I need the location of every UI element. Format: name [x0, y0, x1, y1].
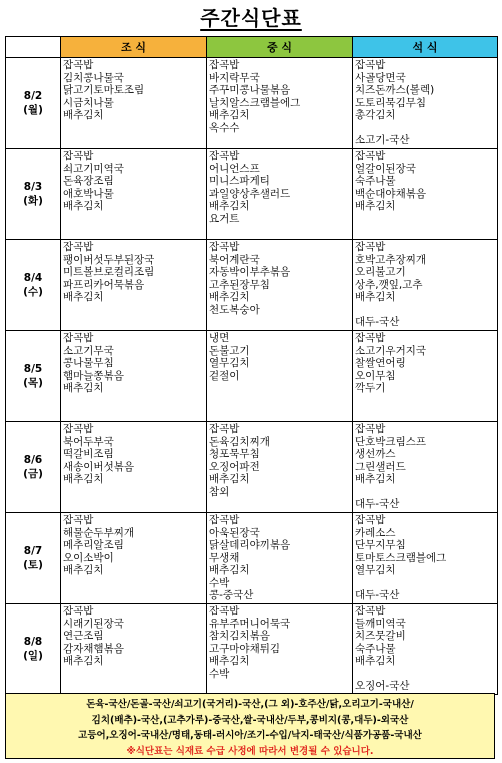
menu-item: 배추김치: [63, 382, 104, 394]
menu-item: 백순대야채볶음: [355, 187, 427, 200]
header-date: [6, 37, 61, 58]
menu-item: 쇠고기미역국: [63, 162, 124, 175]
menu-item: 어니언스프: [209, 162, 260, 175]
menu-item: 배추김치: [209, 200, 250, 212]
day-date-cell: [6, 604, 61, 695]
lunch-cell: [207, 58, 353, 149]
menu-item: 오징어파전: [209, 460, 260, 473]
menu-item: 단호박크림스프: [355, 435, 427, 448]
day-row: [6, 422, 498, 513]
menu-item: 돈육장조림: [63, 175, 114, 187]
menu-item: 단무지무침: [355, 539, 406, 551]
lunch-cell: [207, 513, 353, 604]
menu-item: 잡곡밥: [63, 241, 94, 253]
day-date: 8/7: [23, 545, 43, 557]
menu-item: 잡곡밥: [355, 423, 386, 435]
menu-item: 배추김치: [355, 473, 396, 485]
menu-item: 주꾸미콩나물볶음: [209, 84, 291, 96]
menu-item: 햄마늘쫑볶음: [63, 369, 124, 382]
day-of-week: (화): [23, 195, 43, 207]
day-date-cell: [6, 331, 61, 422]
menu-item: 고추된장무침: [209, 278, 270, 291]
menu-item: 천도복숭아: [209, 303, 260, 316]
menu-item: 치즈뭇갈비: [355, 630, 406, 642]
menu-item: 바지락무국: [209, 71, 260, 84]
menu-item: 얼갈이된장국: [355, 162, 416, 175]
menu-item: 잡곡밥: [355, 59, 386, 71]
menu-item: 배추김치: [63, 655, 104, 667]
menu-table: [5, 36, 498, 695]
breakfast-cell: [61, 240, 207, 331]
breakfast-cell: [61, 422, 207, 513]
menu-item: 과일양상추샐러드: [209, 187, 291, 200]
origin-line-2: 김치(배추)-국산,(고추가루)-중국산,쌀-국내산/두부,콩비지(콩,대두)-외국산: [91, 714, 409, 726]
menu-item: 오이무침: [355, 369, 396, 382]
menu-item: 돈육김치찌개: [209, 435, 270, 448]
menu-item: 배추김치: [63, 564, 104, 576]
day-row: [6, 331, 498, 422]
menu-item: [355, 668, 497, 681]
menu-item: 대두-국산: [355, 589, 400, 601]
menu-item: 파프리카어묵볶음: [63, 278, 145, 291]
menu-item: 새송이버섯볶음: [63, 460, 135, 473]
menu-item: 찰쌀연어링: [355, 357, 406, 369]
day-row: [6, 513, 498, 604]
day-row: [6, 149, 498, 240]
menu-item: 잡곡밥: [63, 605, 94, 617]
dinner-cell: [353, 331, 498, 422]
menu-item: 잡곡밥: [63, 59, 94, 71]
menu-item: 열무김치: [209, 357, 250, 369]
menu-item: 잡곡밥: [355, 605, 386, 617]
day-date: 8/6: [23, 454, 43, 466]
menu-item: 잡곡밥: [209, 423, 240, 435]
menu-item: 소고기무국: [63, 344, 114, 357]
menu-item: 참치김치볶음: [209, 630, 270, 642]
header-row: [6, 37, 498, 58]
menu-item: [355, 486, 497, 499]
menu-item: 호박고추장찌개: [355, 253, 427, 266]
menu-item: 닭살데리야끼볶음: [209, 539, 291, 551]
menu-item: 무생채: [209, 551, 240, 564]
menu-item: 떡갈비조림: [63, 448, 114, 460]
menu-item: 숙주나물: [355, 175, 396, 187]
menu-item: 요거트: [209, 212, 240, 225]
menu-item: 도토리묵김무침: [355, 96, 427, 109]
menu-item: 배추김치: [209, 564, 250, 576]
dinner-cell: [353, 149, 498, 240]
menu-item: 잡곡밥: [209, 241, 240, 253]
origin-line-3: 고등어,오징어-국내산/명태,동태-러시아/조기-수입/낙지-태국산/식품가공품-국내산: [78, 730, 422, 741]
menu-item: 대두-국산: [355, 316, 400, 328]
breakfast-cell: [61, 149, 207, 240]
menu-item: 북어두부국: [63, 435, 114, 448]
menu-item: 메추리알조림: [63, 539, 124, 551]
menu-item: 치즈돈까스(볼렉): [355, 84, 435, 96]
menu-item: 잡곡밥: [209, 59, 240, 71]
menu-item: 배추김치: [63, 109, 104, 121]
day-date-cell: [6, 422, 61, 513]
dinner-cell: [353, 422, 498, 513]
menu-item: 배추김치: [209, 655, 250, 667]
menu-item: 깍두기: [355, 382, 386, 394]
menu-item: 토마토스크램블에그: [355, 551, 447, 564]
menu-item: 콩나물무침: [63, 357, 114, 369]
day-row: [6, 58, 498, 149]
menu-item: 아욱된장국: [209, 526, 260, 539]
menu-item: 참외: [209, 485, 230, 498]
menu-item: 냉면: [209, 332, 230, 344]
day-row: [6, 240, 498, 331]
menu-item: 미트볼브로컬리조림: [63, 266, 155, 278]
menu-item: 소고기-국산: [355, 134, 410, 146]
menu-item: 배추김치: [209, 109, 250, 121]
menu-item: [355, 122, 497, 135]
day-date: 8/2: [23, 90, 43, 102]
menu-item: 그린샐러드: [355, 460, 406, 473]
menu-item: 숙주나물: [355, 642, 396, 655]
menu-item: 잡곡밥: [209, 150, 240, 162]
menu-item: 배추김치: [63, 200, 104, 212]
menu-item: 오리불고기: [355, 266, 406, 278]
day-of-week: (목): [23, 377, 43, 389]
day-date: 8/5: [23, 363, 43, 375]
header-breakfast: 조 식: [61, 37, 207, 58]
dinner-cell: [353, 58, 498, 149]
day-of-week: (금): [23, 468, 43, 480]
menu-item: 배추김치: [355, 291, 396, 303]
menu-item: 배추김치: [209, 473, 250, 485]
day-of-week: (일): [23, 650, 43, 662]
menu-item: 콩-중국산: [209, 589, 254, 601]
menu-item: 닭고기토마토조림: [63, 84, 145, 96]
menu-item: 애호박나물: [63, 187, 114, 200]
menu-item: 돈불고기: [209, 344, 250, 357]
menu-item: 해물순두부찌개: [63, 526, 135, 539]
dinner-cell: [353, 513, 498, 604]
menu-item: 배추김치: [355, 200, 396, 212]
menu-item: 오이소박이: [63, 551, 114, 564]
menu-item: 생선까스: [355, 448, 396, 460]
menu-item: 상추,깻잎,고추: [355, 278, 423, 291]
menu-item: 대두-국산: [355, 498, 400, 510]
day-date-cell: [6, 58, 61, 149]
breakfast-cell: [61, 331, 207, 422]
menu-item: 잡곡밥: [63, 150, 94, 162]
menu-item: 수박: [209, 667, 230, 680]
day-of-week: (월): [23, 104, 43, 116]
lunch-cell: [207, 331, 353, 422]
origin-footer: [5, 693, 495, 759]
lunch-cell: [207, 422, 353, 513]
origin-line-1: 돈육-국산/돈골-국산/쇠고기(국거리)-국산,(그 외)-호주산/닭,오리고기-국내산/: [86, 699, 414, 710]
change-notice: ※식단표는 식재료 수급 사정에 따라서 변경될 수 있습니다.: [126, 745, 374, 757]
day-date-cell: [6, 240, 61, 331]
menu-item: 잡곡밥: [63, 423, 94, 435]
menu-item: 잡곡밥: [63, 514, 94, 526]
menu-item: 청포묵무침: [209, 448, 260, 460]
menu-item: 날치알스크램블에그: [209, 96, 301, 109]
menu-item: 고구마야채튀김: [209, 642, 281, 655]
dinner-cell: [353, 604, 498, 695]
menu-item: 유부주머니어묵국: [209, 617, 291, 630]
menu-item: 북어계란국: [209, 253, 260, 266]
menu-item: 잡곡밥: [209, 514, 240, 526]
day-date: 8/8: [23, 636, 43, 648]
day-date-cell: [6, 149, 61, 240]
menu-item: 겉절이: [209, 369, 240, 382]
header-dinner: 석 식: [353, 37, 498, 58]
menu-item: 자동박이부추볶음: [209, 266, 291, 278]
lunch-cell: [207, 149, 353, 240]
menu-item: 배추김치: [63, 473, 104, 485]
day-of-week: (토): [23, 559, 43, 571]
menu-item: 감자채햄볶음: [63, 642, 124, 655]
menu-item: 잡곡밥: [355, 332, 386, 344]
menu-item: 잡곡밥: [355, 150, 386, 162]
menu-item: [355, 304, 497, 317]
dinner-cell: [353, 240, 498, 331]
menu-item: [355, 577, 497, 590]
menu-item: 열무김치: [355, 564, 396, 576]
menu-item: 시래기된장국: [63, 617, 124, 630]
menu-item: 옥수수: [209, 121, 240, 134]
menu-item: 잡곡밥: [355, 514, 386, 526]
menu-item: 오징어-국산: [355, 680, 410, 692]
breakfast-cell: [61, 604, 207, 695]
lunch-cell: [207, 240, 353, 331]
menu-item: 잡곡밥: [63, 332, 94, 344]
menu-item: 팽이버섯두부된장국: [63, 253, 155, 266]
menu-item: 들깨미역국: [355, 617, 406, 630]
day-date-cell: [6, 513, 61, 604]
menu-item: 배추김치: [209, 291, 250, 303]
menu-item: 배추김치: [63, 291, 104, 303]
menu-item: 잡곡밥: [209, 605, 240, 617]
menu-item: 잡곡밥: [355, 241, 386, 253]
day-date: 8/4: [23, 272, 43, 284]
menu-item: 소고기우거지국: [355, 344, 427, 357]
header-lunch: 중 식: [207, 37, 353, 58]
page-title: 주간식단표: [200, 6, 302, 30]
breakfast-cell: [61, 513, 207, 604]
menu-item: 미니스파게티: [209, 175, 270, 187]
menu-item: 배추김치: [355, 655, 396, 667]
menu-item: 총각김치: [355, 109, 396, 121]
day-date: 8/3: [23, 181, 43, 193]
day-of-week: (수): [23, 286, 43, 298]
lunch-cell: [207, 604, 353, 695]
menu-item: 카레소스: [355, 526, 396, 539]
menu-item: 연근조림: [63, 630, 104, 642]
day-row: [6, 604, 498, 695]
menu-item: 수박: [209, 576, 230, 589]
menu-item: 시금치나물: [63, 96, 114, 109]
breakfast-cell: [61, 58, 207, 149]
menu-item: 김치콩나물국: [63, 71, 124, 84]
menu-item: 사골당면국: [355, 71, 406, 84]
